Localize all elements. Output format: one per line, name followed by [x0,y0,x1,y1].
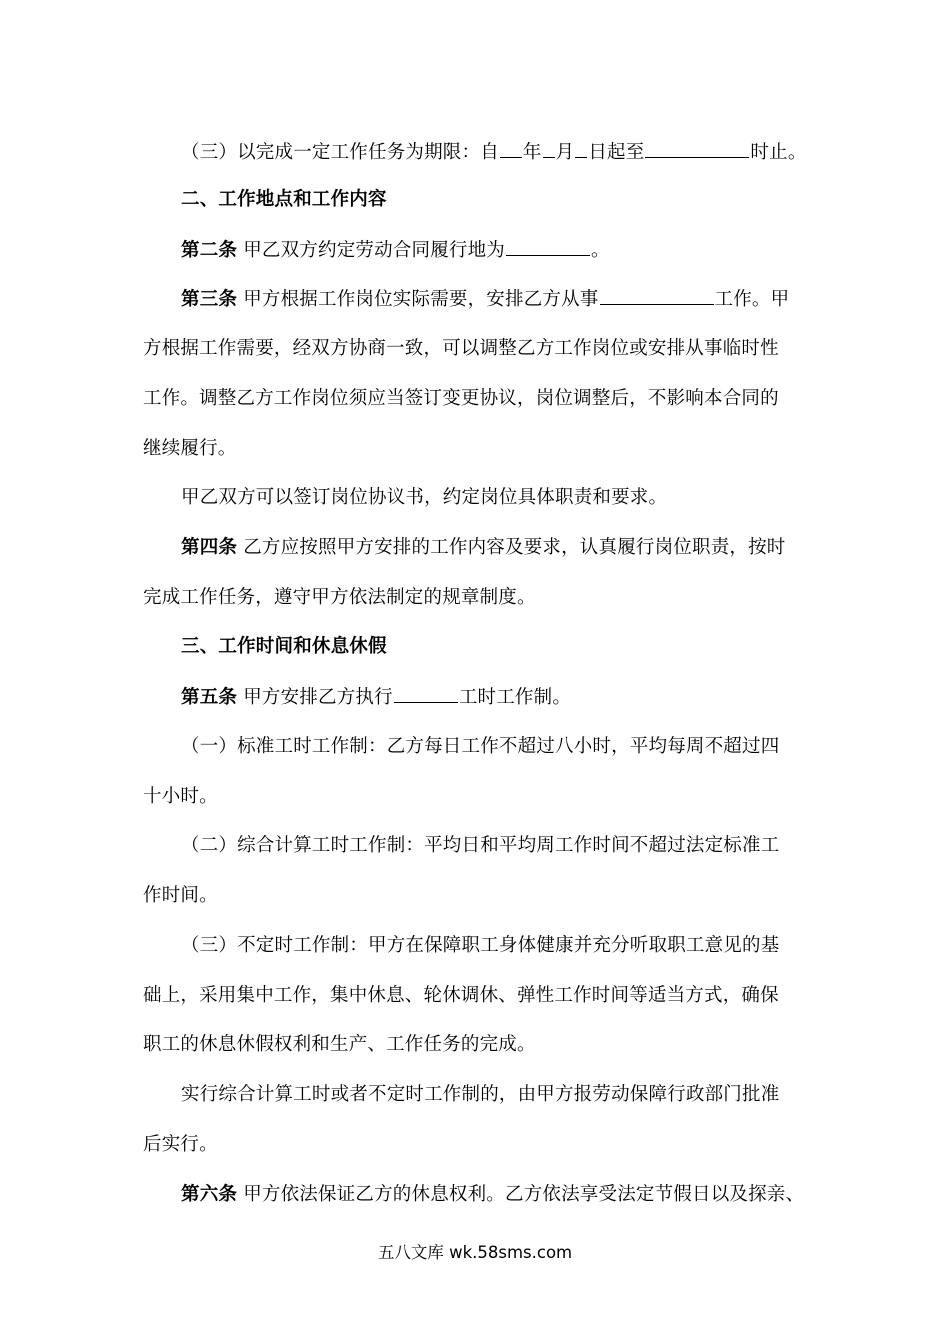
hours-system-3-line-1: （三）不定时工作制：甲方在保障职工身体健康并充分听取职工意见的基 [181,935,780,956]
article-5 [181,684,571,711]
article-3-line-3: 工作。调整乙方工作岗位须应当签订变更协议，岗位调整后，不影响本合同的 [143,388,779,409]
article-2 [181,237,610,264]
blank-month [543,139,555,158]
end-label: 时止。 [750,142,807,163]
hours-system-3-line-2: 础上，采用集中工作，集中休息、轮休调休、弹性工作时间等适当方式，确保 [143,985,779,1006]
hours-system-2-line-2: 作时间。 [143,885,218,906]
blank-day [575,139,587,158]
article-3-label: 第三条 [181,289,238,310]
article-3-line-2: 方根据工作需要，经双方协商一致，可以调整乙方工作岗位或安排从事临时性 [143,338,779,359]
article-5-text-a: 甲方安排乙方执行 [243,687,393,708]
year-label: 年 [522,142,542,163]
article-2-end: 。 [591,240,610,261]
implementation-line-1: 实行综合计算工时或者不定时工作制的，由甲方报劳动保障行政部门批准 [181,1084,780,1105]
article-4-line-1 [181,535,786,561]
article-6-line-1 [181,1182,804,1208]
article-5-text-b: 工时工作制。 [458,687,572,708]
article-3-line-4: 继续履行。 [143,438,237,459]
hours-system-1-line-2: 十小时。 [143,786,218,807]
section-heading-2: 二、工作地点和工作内容 [181,189,387,210]
article-3-text-a: 甲方根据工作岗位实际需要，安排乙方从事 [243,289,599,310]
article-4-line-2: 完成工作任务，遵守甲方依法制定的规章制度。 [143,587,536,608]
article-4-text: 乙方应按照甲方安排的工作内容及要求，认真履行岗位职责，按时 [243,537,786,558]
day-label: 日起至 [588,142,645,163]
hours-system-2-line-1: （二）综合计算工时工作制：平均日和平均周工作时间不超过法定标准工 [181,835,780,856]
implementation-line-2: 后实行。 [143,1134,218,1155]
term-option-3 [181,139,807,166]
article-6-label: 第六条 [181,1184,238,1205]
article-3-line-1 [181,286,789,313]
blank-job-position [600,286,714,305]
article-5-label: 第五条 [181,687,238,708]
article-2-text: 甲乙双方约定劳动合同履行地为 [243,240,506,261]
article-2-label: 第二条 [181,240,238,261]
post-agreement-paragraph: 甲乙双方可以签订岗位协议书，约定岗位具体职责和要求。 [181,487,668,508]
blank-working-hours-system [394,684,458,703]
hours-system-3-line-3: 职工的休息休假权利和生产、工作任务的完成。 [143,1034,536,1055]
footer-watermark: 五八文库 wk.58sms.com [377,1243,573,1262]
blank-end-date [645,139,749,158]
month-label: 月 [555,142,575,163]
article-6-text: 甲方依法保证乙方的休息权利。乙方依法享受法定节假日以及探亲、 [243,1184,805,1205]
article-3-text-b: 工作。甲 [714,289,790,310]
term-option-3-text: （三）以完成一定工作任务为期限：自 [181,142,499,163]
blank-year [500,139,522,158]
section-heading-3: 三、工作时间和休息休假 [181,636,387,657]
article-4-label: 第四条 [181,537,238,558]
hours-system-1-line-1: （一）标准工时工作制：乙方每日工作不超过八小时，平均每周不超过四 [181,736,780,757]
blank-work-location [506,237,590,256]
